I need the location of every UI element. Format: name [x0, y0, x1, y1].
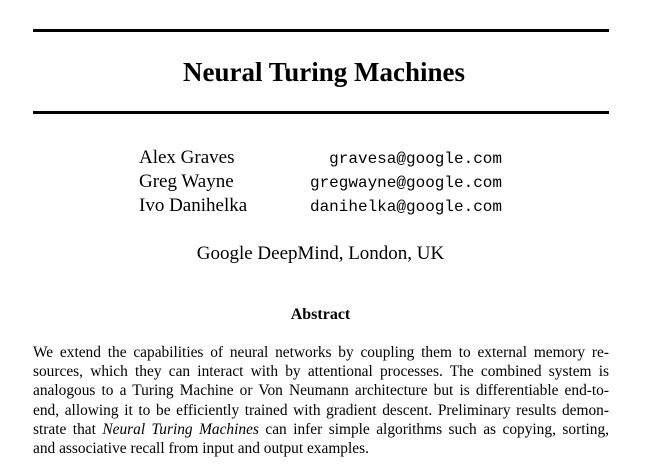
- author-row: [139, 170, 509, 194]
- abstract-emphasis: Neural Turing Machines: [102, 420, 259, 438]
- author-email: gregwayne@google.com: [309, 174, 502, 192]
- abstract-line: and associative recall from input and output examples.: [33, 439, 369, 457]
- abstract-text: can infer simple algorithms such as copying, sorting,: [258, 420, 609, 438]
- author-list: [139, 146, 509, 218]
- abstract-line: We extend the capabilities of neural networks by coupling them to external memory re-: [33, 344, 609, 361]
- bottom-rule: [33, 111, 609, 114]
- author-email: gravesa@google.com: [329, 150, 502, 168]
- affiliation: Google DeepMind, London, UK: [196, 243, 445, 264]
- paper-title: Neural Turing Machines: [182, 57, 466, 87]
- top-rule: [33, 29, 609, 32]
- abstract-line: analogous to a Turing Machine or Von Neumann architecture but is differentiable end-to-: [33, 382, 609, 400]
- abstract-body: [33, 343, 609, 458]
- abstract-text: strate that: [33, 420, 103, 438]
- author-row: [139, 146, 509, 170]
- abstract-line: sources, which they can interact with by attentional processes. The combined system is: [33, 363, 609, 381]
- abstract-line: [33, 420, 609, 439]
- author-name: Alex Graves: [139, 147, 235, 168]
- author-name: Ivo Danihelka: [139, 195, 248, 216]
- abstract-heading: Abstract: [290, 306, 351, 323]
- author-row: [139, 194, 509, 218]
- abstract-line: end, allowing it to be efficiently trained with gradient descent. Preliminary results demon-: [33, 401, 609, 419]
- author-name: Greg Wayne: [139, 171, 234, 192]
- author-email: danihelka@google.com: [309, 198, 502, 216]
